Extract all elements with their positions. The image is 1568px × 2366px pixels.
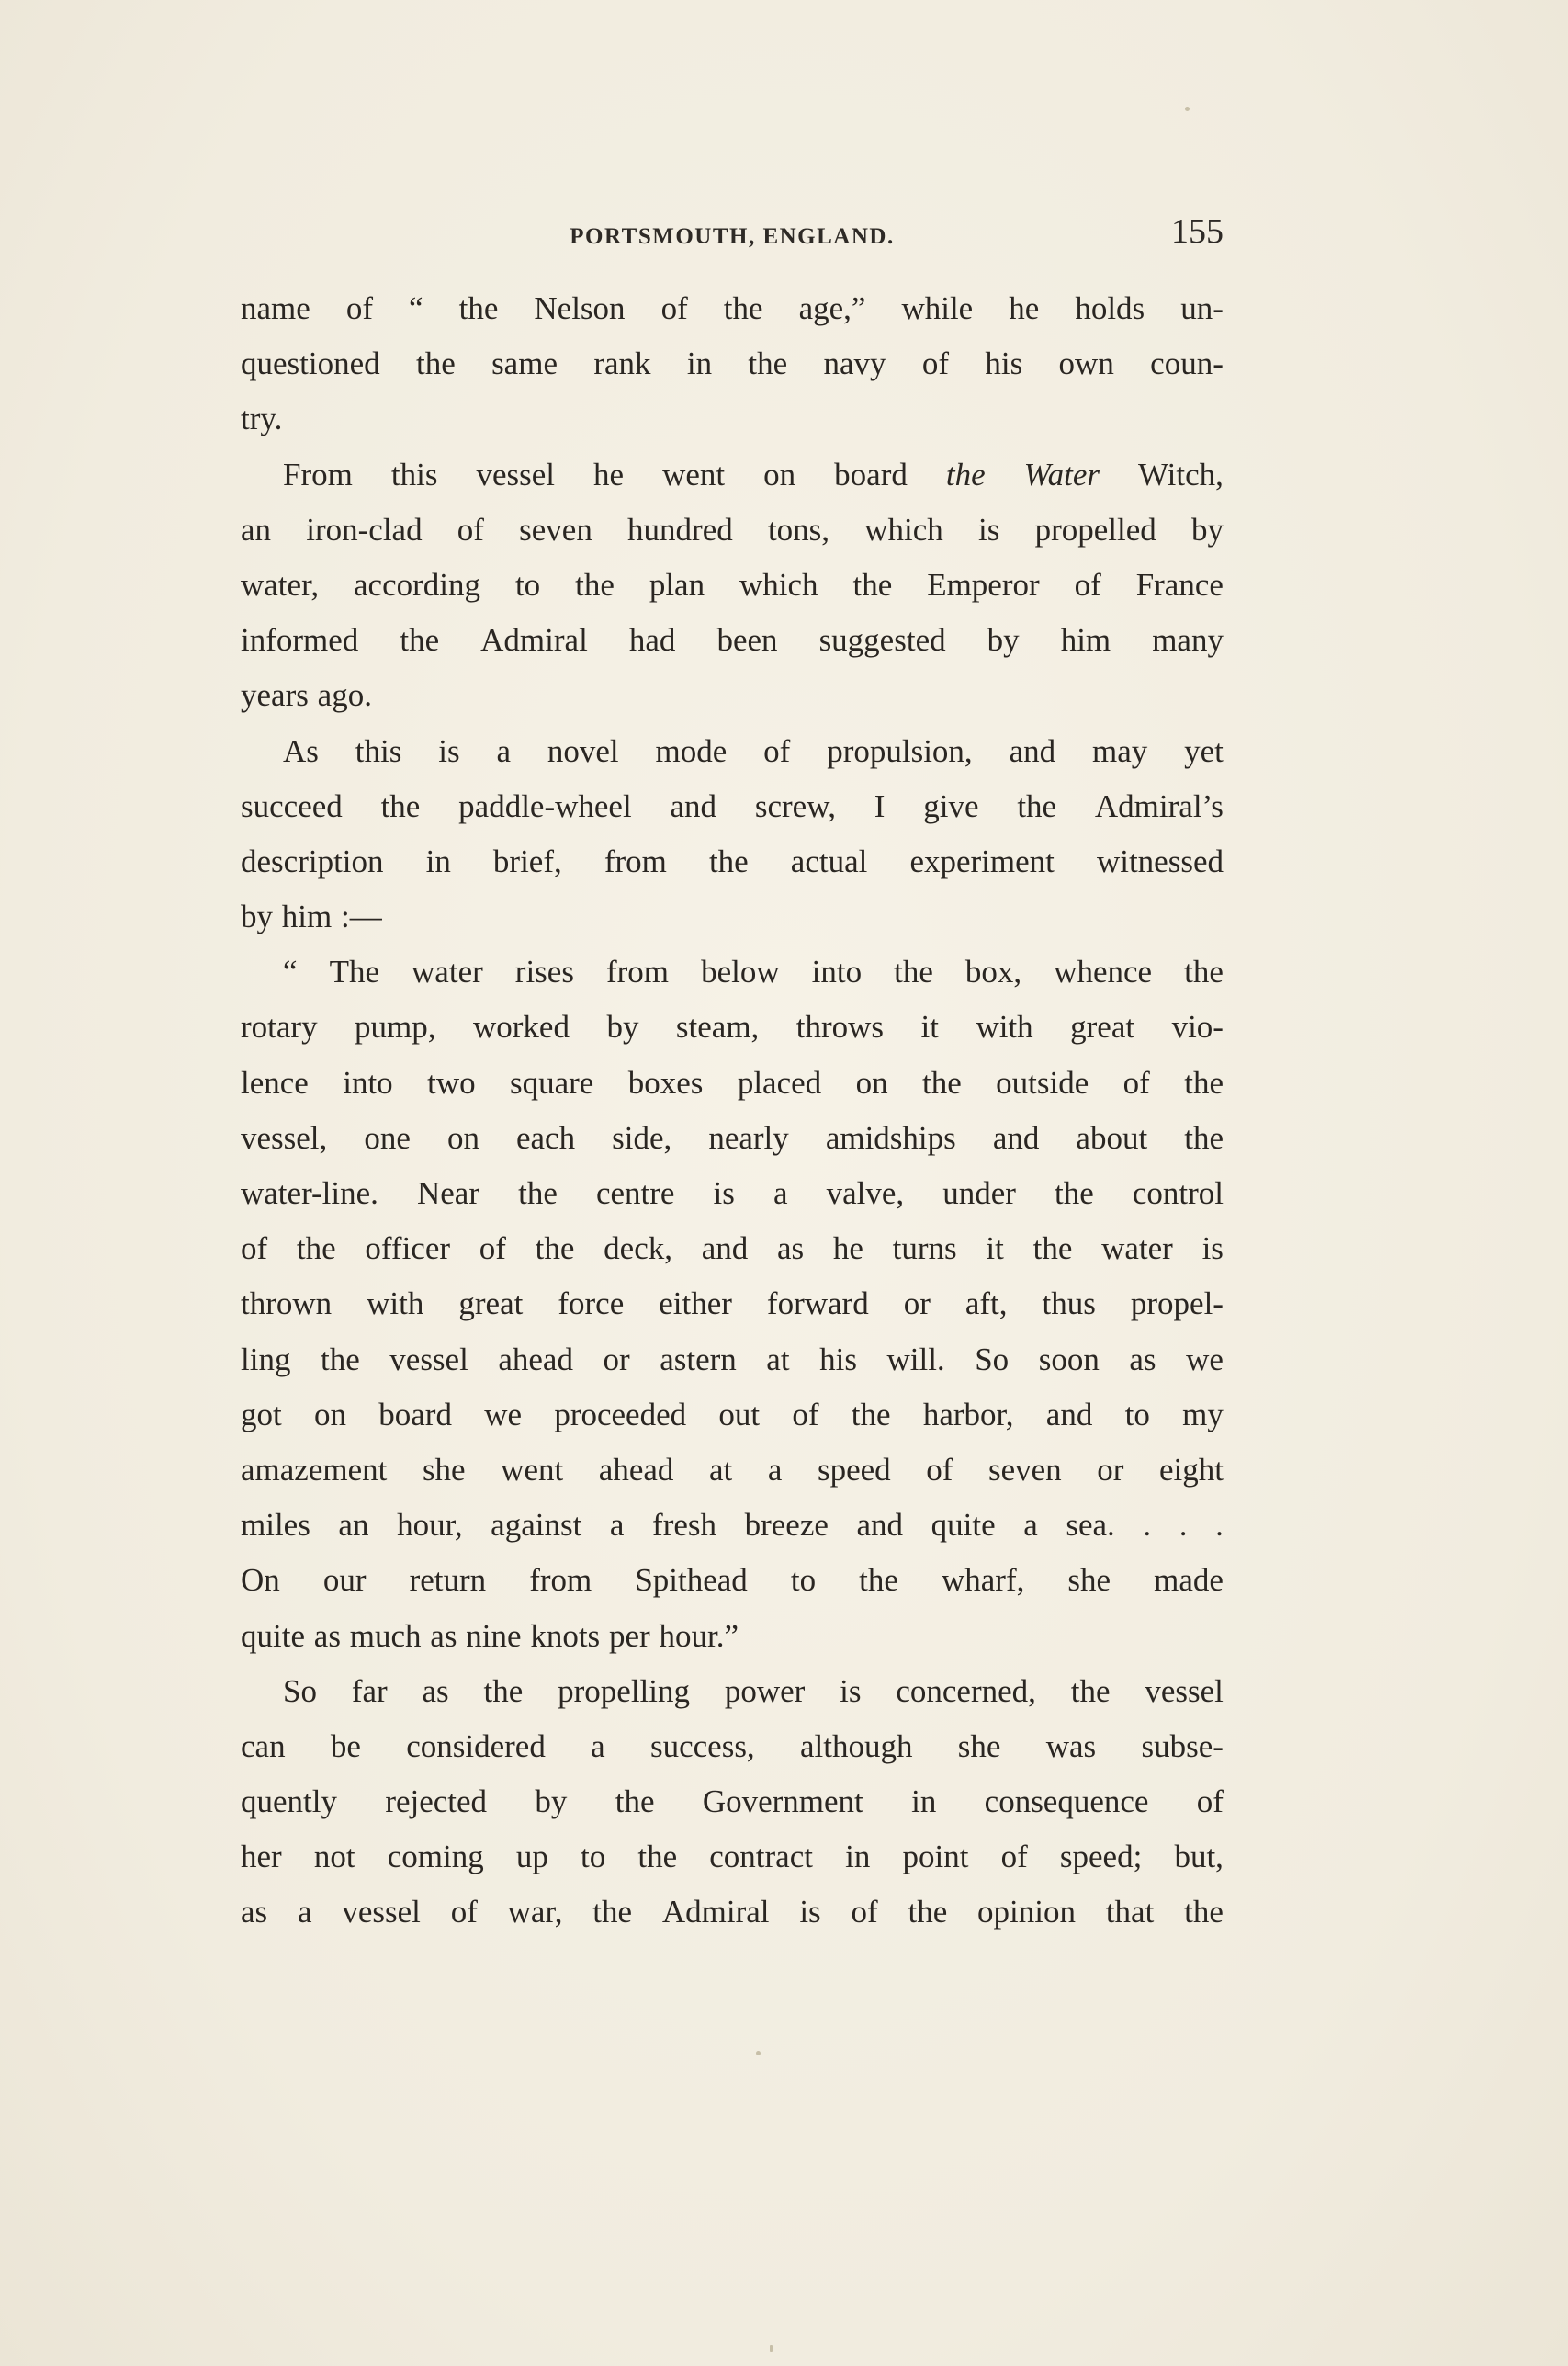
text-line: rotary pump, worked by steam, throws it with great vio- bbox=[241, 1009, 1224, 1046]
page-header bbox=[241, 204, 1224, 259]
text-line: as a vessel of war, the Admiral is of the opinion that the bbox=[241, 1894, 1224, 1930]
text-line: lence into two square boxes placed on the outside of the bbox=[241, 1064, 1224, 1101]
paper-speck bbox=[756, 2051, 761, 2055]
paper-speck bbox=[770, 2345, 773, 2352]
text-line: of the officer of the deck, and as he turns it the water is bbox=[241, 1230, 1224, 1267]
text-line: amazement she went ahead at a speed of seven or eight bbox=[241, 1451, 1224, 1488]
text-line: her not coming up to the contract in point of speed; but, bbox=[241, 1839, 1224, 1875]
paper-speck bbox=[1185, 107, 1190, 111]
text-line: From this vessel he went on board the Water Witch, bbox=[283, 456, 1224, 492]
text-line: vessel, one on each side, nearly amidships and about the bbox=[241, 1119, 1224, 1156]
text-line: quite as much as nine knots per hour.” bbox=[241, 1617, 739, 1654]
text-line: succeed the paddle-wheel and screw, I give the Admiral’s bbox=[241, 787, 1224, 824]
text-line: “ The water rises from below into the box, whence the bbox=[283, 954, 1224, 991]
text-line: quently rejected by the Government in consequence of bbox=[241, 1783, 1224, 1820]
text-line: questioned the same rank in the navy of his own coun- bbox=[241, 345, 1224, 382]
text-line: can be considered a success, although she was subse- bbox=[241, 1727, 1224, 1764]
text-line: got on board we proceeded out of the harbor, and to my bbox=[241, 1396, 1224, 1432]
text-line: water-line. Near the centre is a valve, under the control bbox=[241, 1175, 1224, 1211]
text-line: by him :— bbox=[241, 899, 382, 935]
text-line: On our return from Spithead to the wharf, she made bbox=[241, 1562, 1224, 1599]
running-head: PORTSMOUTH, ENGLAND. bbox=[570, 224, 895, 249]
text-line: try. bbox=[241, 401, 283, 437]
text-line: name of “ the Nelson of the age,” while he holds un- bbox=[241, 290, 1224, 326]
text-line: So far as the propelling power is concerned, the vessel bbox=[283, 1672, 1224, 1709]
text-line: ling the vessel ahead or astern at his will. So soon as we bbox=[241, 1341, 1224, 1377]
text-line: miles an hour, against a fresh breeze and quite a sea. . . . bbox=[241, 1507, 1224, 1544]
text-line: thrown with great force either forward or aft, thus propel- bbox=[241, 1285, 1224, 1322]
text-line: years ago. bbox=[241, 677, 372, 714]
text-line: water, according to the plan which the Emperor of France bbox=[241, 566, 1224, 603]
text-line: informed the Admiral had been suggested by him many bbox=[241, 622, 1224, 659]
text-line: an iron-clad of seven hundred tons, which is propelled by bbox=[241, 511, 1224, 548]
text-line: As this is a novel mode of propulsion, and may yet bbox=[283, 732, 1224, 769]
text-line: description in brief, from the actual experiment witnessed bbox=[241, 843, 1224, 879]
body-text bbox=[241, 281, 1224, 1941]
page-number: 155 bbox=[1171, 212, 1224, 251]
